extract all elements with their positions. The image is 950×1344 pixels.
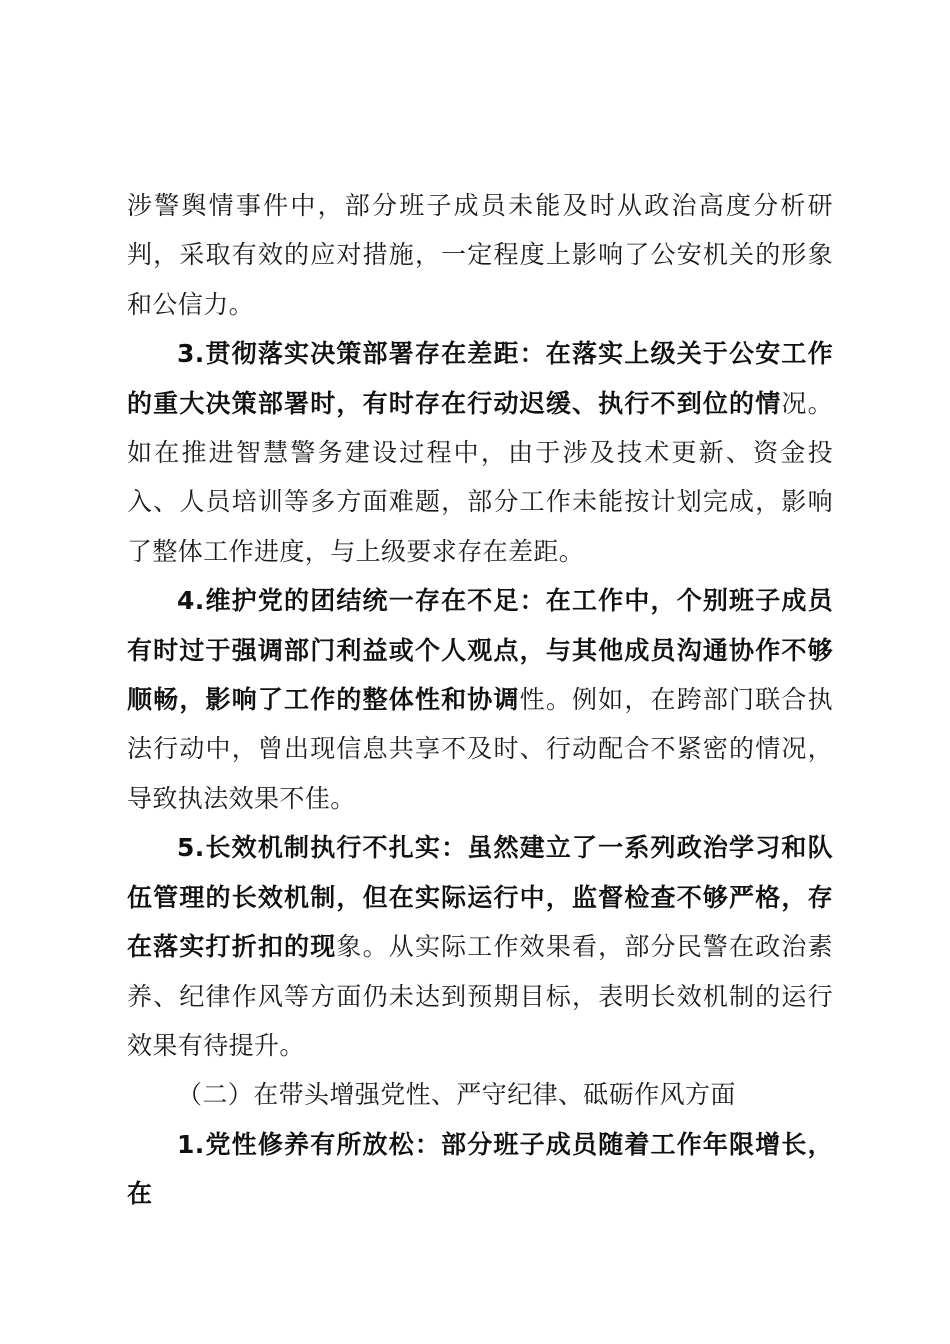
item-heading: 3.贯彻落实决策部署存在差距：在落实上级关于公安工作的重大决策部署时，有时存在行动迟缓、执行不到位的情 (127, 339, 833, 418)
paragraph-text: 性。例如，在跨部门联合执法行动中，曾出现信息共享不及时、行动配合不紧密的情况，导致执法效果不佳。 (127, 685, 833, 813)
item-heading: 5.长效机制执行不扎实：虽然建立了一系列政治学习和队伍管理的长效机制，但在实际运行中，监督检查不够严格，存在落实打折扣的现 (127, 833, 833, 962)
section-heading-text: （二）在带头增强党性、严守纪律、砥砺作风方面 (177, 1080, 736, 1110)
paragraph-item-4 (127, 576, 833, 823)
document-body (127, 181, 833, 1219)
section-heading (127, 1070, 833, 1119)
paragraph-continuation (127, 181, 833, 329)
item-heading: 1.党性修养有所放松：部分班子成员随着工作年限增长，在 (127, 1129, 833, 1209)
paragraph-item-5 (127, 823, 833, 1070)
paragraph-item-1 (127, 1120, 833, 1219)
item-heading: 4.维护党的团结统一存在不足：在工作中，个别班子成员有时过于强调部门利益或个人观点，与其他成员沟通协作不够顺畅，影响了工作的整体性和协调 (127, 586, 833, 715)
paragraph-item-3 (127, 329, 833, 576)
paragraph-text: 况。如在推进智慧警务建设过程中，由于涉及技术更新、资金投入、人员培训等多方面难题，部分工作未能按计划完成，影响了整体工作进度，与上级要求存在差距。 (127, 388, 833, 566)
paragraph-text: 象。从实际工作效果看，部分民警在政治素养、纪律作风等方面仍未达到预期目标，表明长效机制的运行效果有待提升。 (127, 932, 833, 1060)
paragraph-text: 涉警舆情事件中，部分班子成员未能及时从政治高度分析研判，采取有效的应对措施，一定程度上影响了公安机关的形象和公信力。 (127, 191, 833, 319)
